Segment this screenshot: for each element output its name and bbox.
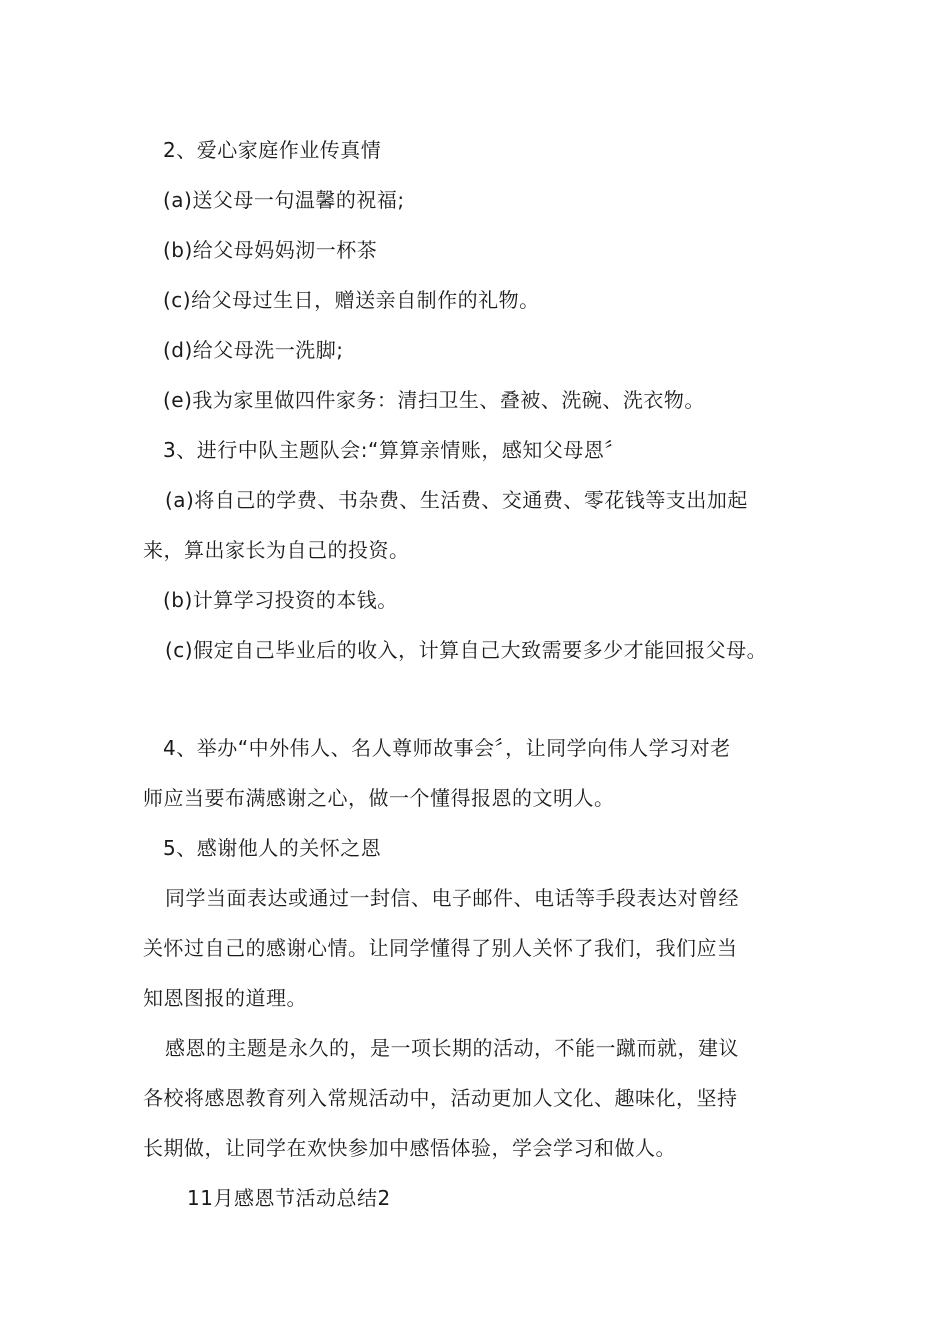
summary-para-line-2: 各校将感恩教育列入常规活动中，活动更加人文化、趣味化，坚持 [143,1086,738,1110]
section-5-heading: 5、感谢他人的关怀之恩 [163,836,382,860]
section-5-para-line-3: 知恩图报的道理。 [143,986,307,1010]
section-4-line-2: 师应当要布满感谢之心，做一个懂得报恩的文明人。 [143,786,615,810]
section-3-item-b: (b)计算学习投资的本钱。 [163,588,398,612]
list-item-d-feet: (d)给父母洗一洗脚; [163,338,344,362]
list-item-c-birthday: (c)给父母过生日，赠送亲自制作的礼物。 [163,288,540,312]
summary-para-line-3: 长期做，让同学在欢快参加中感悟体验，学会学习和做人。 [143,1136,676,1160]
section-4-line-1: 4、举办“中外伟人、名人尊师故事会〞，让同学向伟人学习对老 [163,736,731,760]
list-item-e-chores: (e)我为家里做四件家务：清扫卫生、叠被、洗碗、洗衣物。 [163,388,705,412]
section-2-heading: 2、爱心家庭作业传真情 [163,138,382,162]
section-3-heading: 3、进行中队主题队会:“算算亲情账，感知父母恩〞 [163,438,625,462]
section-5-para-line-1: 同学当面表达或通过一封信、电子邮件、电话等手段表达对曾经 [165,886,739,910]
next-section-title: 11月感恩节活动总结2 [187,1186,391,1210]
section-3-item-a-line-1: (a)将自己的学费、书杂费、生活费、交通费、零花钱等支出加起 [165,488,748,512]
list-item-a-blessing: (a)送父母一句温馨的祝福; [163,188,405,212]
section-3-item-c: (c)假定自己毕业后的收入，计算自己大致需要多少才能回报父母。 [165,638,768,662]
section-5-para-line-2: 关怀过自己的感谢心情。让同学懂得了别人关怀了我们，我们应当 [143,936,738,960]
list-item-b-tea: (b)给父母妈妈沏一杯茶 [163,238,378,262]
section-3-item-a-line-2: 来，算出家长为自己的投资。 [143,538,410,562]
summary-para-line-1: 感恩的主题是永久的，是一项长期的活动，不能一蹴而就，建议 [165,1036,739,1060]
